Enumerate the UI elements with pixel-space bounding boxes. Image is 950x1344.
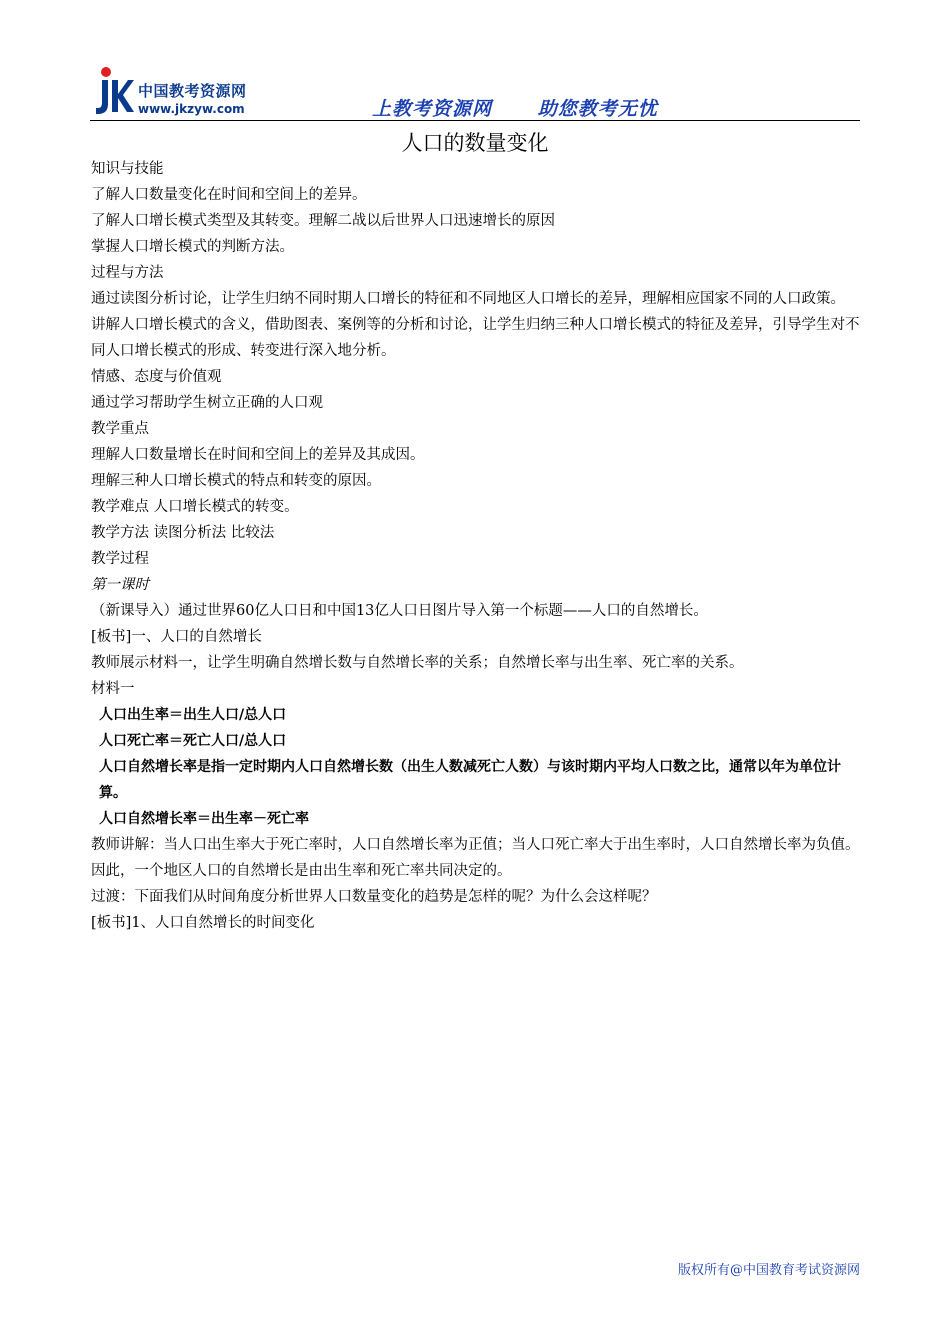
document-body <box>91 156 861 936</box>
copyright-footer: 版权所有@中国教育考试资源网 <box>677 1263 860 1278</box>
page-header <box>90 62 860 122</box>
paragraph: 教学方法 读图分析法 比较法 <box>91 525 275 541</box>
header-slogan: 上教考资源网 助您教考无忧 <box>372 98 658 120</box>
paragraph: 教师展示材料一，让学生明确自然增长数与自然增长率的关系；自然增长率与出生率、死亡率的关系。 <box>91 655 744 671</box>
paragraph: 掌握人口增长模式的判断方法。 <box>91 239 294 255</box>
header-divider <box>90 120 860 121</box>
brand-url[interactable]: www.jkzyw.com <box>138 102 245 116</box>
paragraph: 教学过程 <box>91 551 149 567</box>
paragraph: 材料一 <box>91 681 135 697</box>
paragraph: 人口死亡率＝死亡人口/总人口 <box>99 733 287 749</box>
document-title: 人口的数量变化 <box>401 131 549 155</box>
paragraph: 理解人口数量增长在时间和空间上的差异及其成因。 <box>91 447 425 463</box>
paragraph: 教学重点 <box>91 421 149 437</box>
paragraph: 通过读图分析讨论，让学生归纳不同时期人口增长的特征和不同地区人口增长的差异，理解相应国家不同的人口政策。 <box>91 291 845 307</box>
paragraph: 知识与技能 <box>91 161 164 177</box>
paragraph: 过渡：下面我们从时间角度分析世界人口数量变化的趋势是怎样的呢？为什么会这样呢？ <box>91 889 657 905</box>
paragraph: [板书]1、人口自然增长的时间变化 <box>91 915 315 931</box>
paragraph: 第一课时 <box>91 577 149 593</box>
paragraph: [板书]一、人口的自然增长 <box>91 629 262 645</box>
paragraph: 了解人口增长模式类型及其转变。理解二战以后世界人口迅速增长的原因 <box>91 213 555 229</box>
paragraph: 教师讲解：当人口出生率大于死亡率时，人口自然增长率为正值；当人口死亡率大于出生率时，人口自然增长率为负值。因此，一个地区人口的自然增长是由出生率和死亡率共同决定的。 <box>91 837 860 879</box>
paragraph: 过程与方法 <box>91 265 164 281</box>
paragraph: 教学难点 人口增长模式的转变。 <box>91 499 299 515</box>
paragraph: 通过学习帮助学生树立正确的人口观 <box>91 395 323 411</box>
paragraph: 人口出生率＝出生人口/总人口 <box>99 707 287 723</box>
brand-name: 中国教考资源网 <box>138 82 247 100</box>
paragraph: （新课导入）通过世界60亿人口日和中国13亿人口日图片导入第一个标题——人口的自然增长。 <box>91 603 708 619</box>
paragraph: 人口自然增长率＝出生率－死亡率 <box>99 811 309 827</box>
paragraph: 人口自然增长率是指一定时期内人口自然增长数（出生人数减死亡人数）与该时期内平均人口数之比，通常以年为单位计算。 <box>99 759 841 801</box>
jkzyw-logo-icon <box>94 66 134 118</box>
paragraph: 了解人口数量变化在时间和空间上的差异。 <box>91 187 367 203</box>
paragraph: 理解三种人口增长模式的特点和转变的原因。 <box>91 473 381 489</box>
paragraph: 讲解人口增长模式的含义，借助图表、案例等的分析和讨论，让学生归纳三种人口增长模式的特征及差异，引导学生对不同人口增长模式的形成、转变进行深入地分析。 <box>91 317 860 359</box>
paragraph: 情感、态度与价值观 <box>91 369 222 385</box>
